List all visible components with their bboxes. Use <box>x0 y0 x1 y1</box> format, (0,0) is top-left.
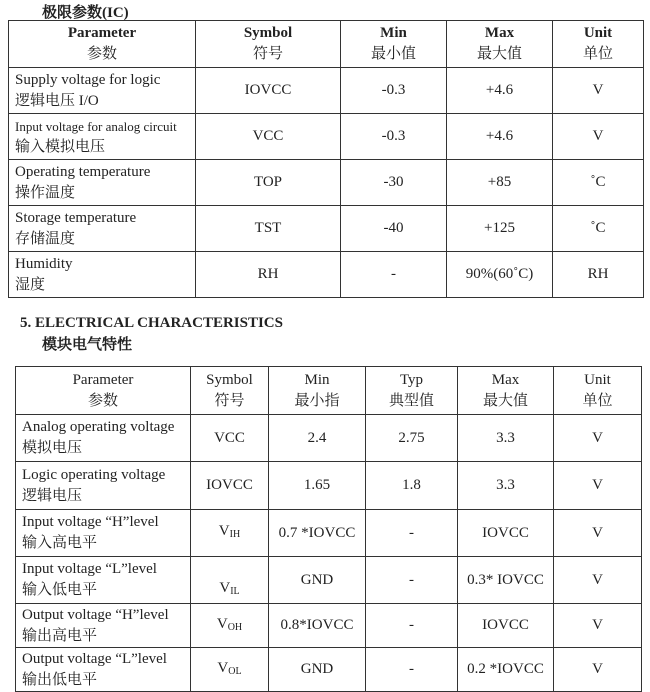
symbol-cell: TOP <box>196 160 341 206</box>
parameter-cn: 模拟电压 <box>22 440 83 456</box>
symbol <box>217 616 242 632</box>
parameter-en: Input voltage “L”level <box>22 561 157 577</box>
table-header-row <box>16 367 642 415</box>
symbol <box>219 523 240 539</box>
parameter-en: Operating temperature <box>15 163 151 180</box>
typ-cell: 1.8 <box>366 462 458 510</box>
table-row <box>9 206 644 252</box>
min-cell: GND <box>269 557 366 604</box>
symbol-base: V <box>216 615 228 632</box>
min-cell: - <box>341 252 447 298</box>
parameter-en: Storage temperature <box>15 209 137 226</box>
table-row <box>9 68 644 114</box>
unit-cell: V <box>553 114 644 160</box>
unit-cell: V <box>554 462 642 510</box>
symbol-subscript: IL <box>230 586 240 597</box>
section-5-subtitle: 模块电气特性 <box>42 337 133 353</box>
unit-cell: V <box>554 604 642 648</box>
table-row <box>9 160 644 206</box>
parameter-cn: 操作温度 <box>15 184 76 201</box>
symbol-cell <box>191 510 269 557</box>
min-cell: -30 <box>341 160 447 206</box>
parameter-cn: 存储温度 <box>15 230 76 247</box>
parameter-cn: 逻辑电压 I/O <box>15 92 99 109</box>
max-cell: 3.3 <box>458 462 554 510</box>
section-title-ic: 极限参数(IC) <box>42 5 129 21</box>
symbol-cell: VCC <box>196 114 341 160</box>
parameter-en: Analog operating voltage <box>22 419 175 435</box>
symbol-base: V <box>218 523 230 539</box>
parameter-cell <box>16 510 191 557</box>
table-row <box>16 510 642 557</box>
electrical-characteristics-table <box>15 366 642 692</box>
header-symbol: Symbol 符号 <box>191 367 269 415</box>
parameter-cell <box>16 462 191 510</box>
header-unit: Unit 单位 <box>553 21 644 68</box>
symbol-cell: IOVCC <box>196 68 341 114</box>
unit-cell: V <box>554 510 642 557</box>
header-max: Max 最大值 <box>458 367 554 415</box>
parameter-en: Humidity <box>15 255 73 272</box>
max-cell: +125 <box>447 206 553 252</box>
parameter-cn: 输出高电平 <box>22 627 98 644</box>
parameter-cell <box>16 604 191 648</box>
symbol-subscript: OL <box>228 665 242 677</box>
max-cell: IOVCC <box>458 510 554 557</box>
table-row <box>16 462 642 510</box>
header-typ: Typ 典型值 <box>366 367 458 415</box>
header-min: Min 最小值 <box>341 21 447 68</box>
unit-cell: V <box>553 68 644 114</box>
parameter-en: Logic operating voltage <box>22 466 166 483</box>
symbol-subscript: IH <box>229 529 241 540</box>
unit-cell: V <box>554 557 642 604</box>
table-header-row <box>9 21 644 68</box>
symbol-base: V <box>217 659 229 676</box>
min-cell: 0.8*IOVCC <box>269 604 366 648</box>
symbol-base: V <box>219 580 231 596</box>
parameter-cell <box>9 252 196 298</box>
max-cell: +4.6 <box>447 68 553 114</box>
typ-cell: - <box>366 557 458 604</box>
symbol-cell: RH <box>196 252 341 298</box>
typ-cell: 2.75 <box>366 415 458 462</box>
parameter-cell <box>16 415 191 462</box>
table-row <box>16 415 642 462</box>
min-cell: -0.3 <box>341 68 447 114</box>
unit-cell: ˚C <box>553 160 644 206</box>
symbol-cell <box>191 648 269 692</box>
header-unit: Unit 单位 <box>554 367 642 415</box>
parameter-cell <box>9 160 196 206</box>
min-cell: 0.7 *IOVCC <box>269 510 366 557</box>
header-min: Min 最小指 <box>269 367 366 415</box>
table-row <box>9 114 644 160</box>
max-cell: +85 <box>447 160 553 206</box>
min-cell: -40 <box>341 206 447 252</box>
unit-cell: RH <box>553 252 644 298</box>
max-cell: 0.3* IOVCC <box>458 557 554 604</box>
parameter-cn: 输入低电平 <box>22 582 98 598</box>
parameter-cn: 输入高电平 <box>22 535 98 551</box>
max-cell: 3.3 <box>458 415 554 462</box>
min-cell: 2.4 <box>269 415 366 462</box>
min-cell: -0.3 <box>341 114 447 160</box>
symbol-cell <box>191 557 269 604</box>
table-row <box>16 604 642 648</box>
parameter-en: Output voltage “H”level <box>22 606 169 623</box>
symbol-cell <box>191 415 269 462</box>
max-cell: 90%(60˚C) <box>447 252 553 298</box>
symbol-cell <box>191 604 269 648</box>
typ-cell: - <box>366 648 458 692</box>
min-cell: GND <box>269 648 366 692</box>
symbol <box>206 477 253 493</box>
unit-cell: V <box>554 415 642 462</box>
max-cell: 0.2 *IOVCC <box>458 648 554 692</box>
parameter-en: Input voltage “H”level <box>22 514 159 530</box>
parameter-cell <box>9 206 196 252</box>
parameter-cell <box>16 557 191 604</box>
header-parameter: Parameter 参数 <box>9 21 196 68</box>
parameter-en: Output voltage “L”level <box>22 650 167 667</box>
parameter-en: Input voltage for analog circuit <box>15 118 177 134</box>
parameter-cn: 湿度 <box>15 276 46 293</box>
symbol-subscript: OH <box>227 621 243 633</box>
symbol <box>214 430 245 446</box>
parameter-cell <box>9 68 196 114</box>
symbol-cell <box>191 462 269 510</box>
symbol <box>217 660 241 676</box>
section-5-title: 5. ELECTRICAL CHARACTERISTICS <box>20 315 283 331</box>
symbol-cell: TST <box>196 206 341 252</box>
parameter-cn: 输入模拟电压 <box>15 138 106 155</box>
unit-cell: V <box>554 648 642 692</box>
typ-cell: - <box>366 510 458 557</box>
symbol-base: IOVCC <box>206 477 253 493</box>
parameter-cn: 逻辑电压 <box>22 487 83 504</box>
parameter-en: Supply voltage for logic <box>15 71 161 88</box>
symbol <box>219 580 239 596</box>
table-row <box>16 557 642 604</box>
max-cell: +4.6 <box>447 114 553 160</box>
absolute-max-table <box>8 20 644 298</box>
unit-cell: ˚C <box>553 206 644 252</box>
typ-cell: - <box>366 604 458 648</box>
max-cell: IOVCC <box>458 604 554 648</box>
table-row <box>9 252 644 298</box>
header-parameter: Parameter 参数 <box>16 367 191 415</box>
header-max: Max 最大值 <box>447 21 553 68</box>
parameter-cell <box>16 648 191 692</box>
header-symbol: Symbol 符号 <box>196 21 341 68</box>
table-row <box>16 648 642 692</box>
symbol-base: VCC <box>214 429 245 446</box>
parameter-cell <box>9 114 196 160</box>
parameter-cn: 输出低电平 <box>22 671 98 688</box>
min-cell: 1.65 <box>269 462 366 510</box>
